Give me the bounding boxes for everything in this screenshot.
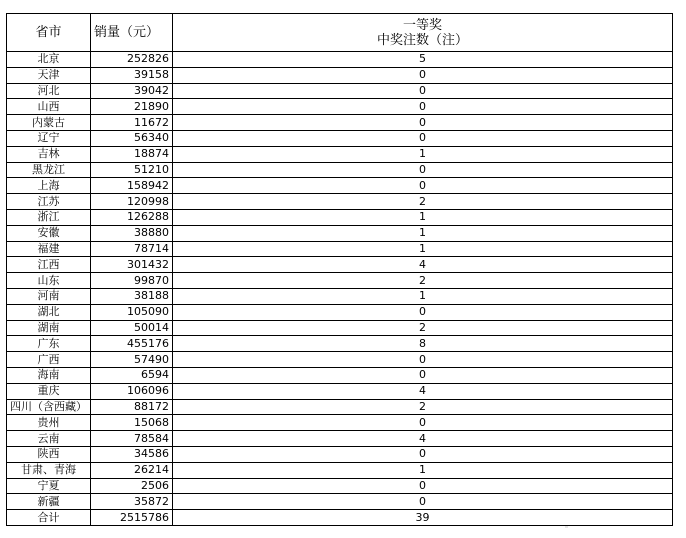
prize-count-cell: 0 bbox=[173, 304, 673, 320]
table-row bbox=[7, 83, 673, 99]
header-first-prize-line1: 一等奖 bbox=[402, 17, 442, 33]
header-first-prize bbox=[173, 14, 673, 52]
table-row bbox=[7, 431, 673, 447]
province-cell: 河南 bbox=[7, 288, 91, 304]
sales-cell: 18874 bbox=[91, 146, 173, 162]
province-cell: 广东 bbox=[7, 336, 91, 352]
sales-cell: 57490 bbox=[91, 352, 173, 368]
table-row bbox=[7, 241, 673, 257]
prize-count-cell: 8 bbox=[173, 336, 673, 352]
province-cell: 海南 bbox=[7, 367, 91, 383]
prize-count-cell: 0 bbox=[173, 478, 673, 494]
table-row bbox=[7, 367, 673, 383]
sales-cell: 252826 bbox=[91, 52, 173, 68]
prize-count-cell: 2 bbox=[173, 273, 673, 289]
prize-count-cell: 2 bbox=[173, 320, 673, 336]
province-cell: 云南 bbox=[7, 431, 91, 447]
sales-cell: 126288 bbox=[91, 209, 173, 225]
table-row bbox=[7, 320, 673, 336]
table-row bbox=[7, 336, 673, 352]
province-cell: 广西 bbox=[7, 352, 91, 368]
sales-cell: 39042 bbox=[91, 83, 173, 99]
prize-count-cell: 0 bbox=[173, 367, 673, 383]
prize-count-cell: 0 bbox=[173, 415, 673, 431]
province-cell: 天津 bbox=[7, 67, 91, 83]
prize-count-cell: 0 bbox=[173, 99, 673, 115]
prize-count-cell: 0 bbox=[173, 83, 673, 99]
table-row bbox=[7, 162, 673, 178]
table-row bbox=[7, 209, 673, 225]
province-cell: 辽宁 bbox=[7, 130, 91, 146]
table-row bbox=[7, 130, 673, 146]
prize-count-cell: 0 bbox=[173, 446, 673, 462]
sales-cell: 2506 bbox=[91, 478, 173, 494]
prize-count-cell: 0 bbox=[173, 352, 673, 368]
sales-cell: 11672 bbox=[91, 115, 173, 131]
prize-count-cell: 0 bbox=[173, 130, 673, 146]
prize-count-cell: 4 bbox=[173, 383, 673, 399]
table-row bbox=[7, 415, 673, 431]
sales-cell: 120998 bbox=[91, 194, 173, 210]
province-cell: 上海 bbox=[7, 178, 91, 194]
table-row bbox=[7, 225, 673, 241]
province-cell: 浙江 bbox=[7, 209, 91, 225]
sales-cell: 6594 bbox=[91, 367, 173, 383]
lottery-sales-table bbox=[6, 13, 673, 526]
total-label: 合计 bbox=[7, 510, 91, 526]
table-row bbox=[7, 462, 673, 478]
province-cell: 宁夏 bbox=[7, 478, 91, 494]
header-row bbox=[7, 14, 673, 52]
sales-cell: 158942 bbox=[91, 178, 173, 194]
stray-mark bbox=[565, 526, 568, 528]
prize-count-cell: 2 bbox=[173, 194, 673, 210]
province-cell: 内蒙古 bbox=[7, 115, 91, 131]
table-row bbox=[7, 478, 673, 494]
table-row bbox=[7, 178, 673, 194]
prize-count-cell: 5 bbox=[173, 52, 673, 68]
prize-count-cell: 0 bbox=[173, 162, 673, 178]
sales-cell: 106096 bbox=[91, 383, 173, 399]
province-cell: 福建 bbox=[7, 241, 91, 257]
header-sales: 销量（元） bbox=[91, 14, 173, 52]
province-cell: 湖南 bbox=[7, 320, 91, 336]
province-cell: 吉林 bbox=[7, 146, 91, 162]
table-row bbox=[7, 194, 673, 210]
province-cell: 河北 bbox=[7, 83, 91, 99]
sales-cell: 78714 bbox=[91, 241, 173, 257]
province-cell: 山西 bbox=[7, 99, 91, 115]
table-row bbox=[7, 99, 673, 115]
province-cell: 重庆 bbox=[7, 383, 91, 399]
sales-cell: 99870 bbox=[91, 273, 173, 289]
prize-count-cell: 1 bbox=[173, 288, 673, 304]
sales-cell: 51210 bbox=[91, 162, 173, 178]
table-row bbox=[7, 446, 673, 462]
total-prize-count: 39 bbox=[173, 510, 673, 526]
province-cell: 新疆 bbox=[7, 494, 91, 510]
prize-count-cell: 1 bbox=[173, 146, 673, 162]
table-row bbox=[7, 383, 673, 399]
sales-cell: 34586 bbox=[91, 446, 173, 462]
province-cell: 江苏 bbox=[7, 194, 91, 210]
table-body bbox=[7, 52, 673, 510]
prize-count-cell: 1 bbox=[173, 225, 673, 241]
table-row bbox=[7, 52, 673, 68]
province-cell: 安徽 bbox=[7, 225, 91, 241]
prize-count-cell: 0 bbox=[173, 115, 673, 131]
sales-cell: 105090 bbox=[91, 304, 173, 320]
sales-cell: 26214 bbox=[91, 462, 173, 478]
sales-cell: 38880 bbox=[91, 225, 173, 241]
total-sales: 2515786 bbox=[91, 510, 173, 526]
sales-cell: 50014 bbox=[91, 320, 173, 336]
sales-cell: 15068 bbox=[91, 415, 173, 431]
sales-cell: 38188 bbox=[91, 288, 173, 304]
table-row bbox=[7, 67, 673, 83]
province-cell: 山东 bbox=[7, 273, 91, 289]
province-cell: 四川（含西藏） bbox=[7, 399, 91, 415]
province-cell: 贵州 bbox=[7, 415, 91, 431]
sales-cell: 35872 bbox=[91, 494, 173, 510]
table-row bbox=[7, 352, 673, 368]
table-row bbox=[7, 288, 673, 304]
province-cell: 湖北 bbox=[7, 304, 91, 320]
sales-cell: 301432 bbox=[91, 257, 173, 273]
header-first-prize-line2: 中奖注数（注） bbox=[376, 32, 468, 48]
table-row bbox=[7, 115, 673, 131]
table-row bbox=[7, 146, 673, 162]
table-row bbox=[7, 304, 673, 320]
prize-count-cell: 2 bbox=[173, 399, 673, 415]
table-row bbox=[7, 257, 673, 273]
table-row bbox=[7, 494, 673, 510]
province-cell: 北京 bbox=[7, 52, 91, 68]
prize-count-cell: 1 bbox=[173, 462, 673, 478]
table-row bbox=[7, 273, 673, 289]
province-cell: 江西 bbox=[7, 257, 91, 273]
prize-count-cell: 0 bbox=[173, 178, 673, 194]
prize-count-cell: 4 bbox=[173, 431, 673, 447]
table-row bbox=[7, 399, 673, 415]
province-cell: 黑龙江 bbox=[7, 162, 91, 178]
prize-count-cell: 1 bbox=[173, 209, 673, 225]
total-row bbox=[7, 510, 673, 526]
sales-cell: 21890 bbox=[91, 99, 173, 115]
sales-cell: 455176 bbox=[91, 336, 173, 352]
prize-count-cell: 0 bbox=[173, 67, 673, 83]
prize-count-cell: 4 bbox=[173, 257, 673, 273]
province-cell: 甘肃、青海 bbox=[7, 462, 91, 478]
prize-count-cell: 0 bbox=[173, 494, 673, 510]
province-cell: 陕西 bbox=[7, 446, 91, 462]
sales-cell: 56340 bbox=[91, 130, 173, 146]
prize-count-cell: 1 bbox=[173, 241, 673, 257]
header-province: 省市 bbox=[7, 14, 91, 52]
sales-cell: 78584 bbox=[91, 431, 173, 447]
sales-cell: 39158 bbox=[91, 67, 173, 83]
sales-cell: 88172 bbox=[91, 399, 173, 415]
